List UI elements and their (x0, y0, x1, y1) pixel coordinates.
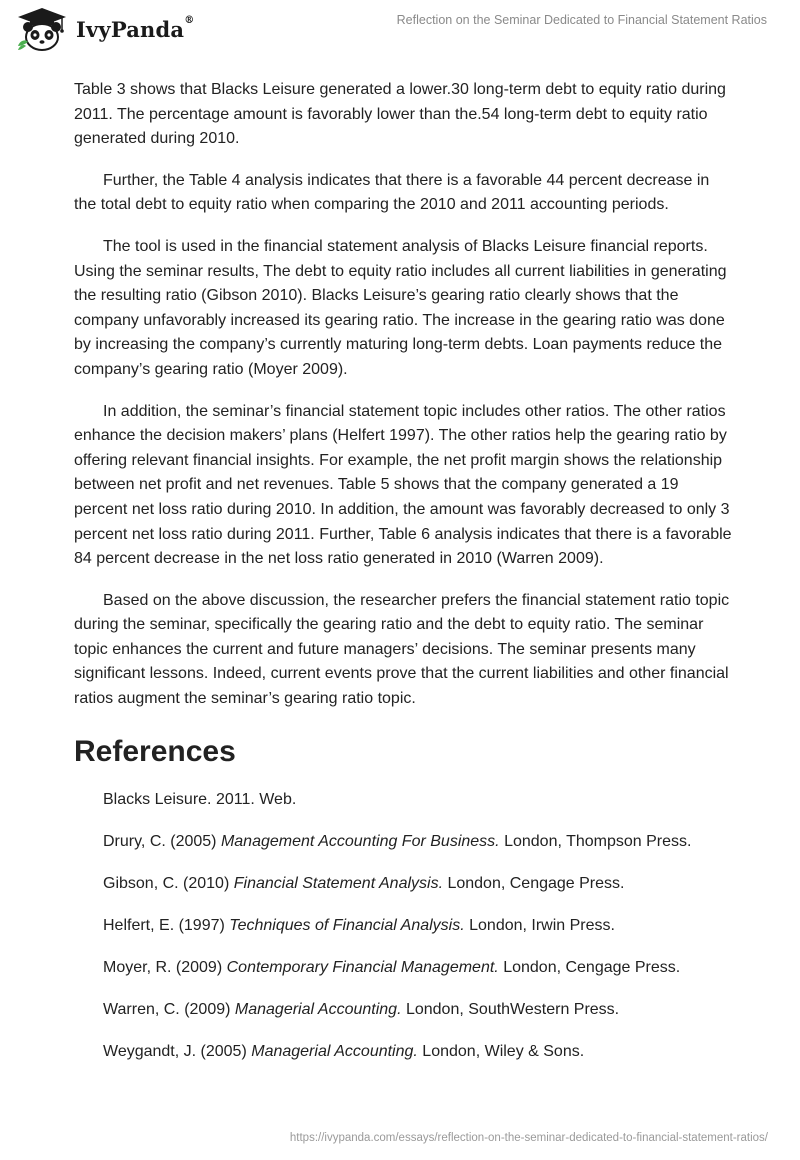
paragraph: Table 3 shows that Blacks Leisure generated a lower.30 long-term debt to equity ratio during 2011. The percentage amount is favorably lower than the.54 long-term debt to equity ratio generated during 2010. (74, 81, 726, 148)
reference-title: Techniques of Financial Analysis. (229, 916, 465, 934)
page-header (0, 0, 800, 62)
reference-title: Managerial Accounting. (251, 1042, 418, 1060)
reference-publisher: London, SouthWestern Press. (401, 1000, 620, 1018)
references-list (74, 788, 734, 1064)
reference-title: Financial Statement Analysis. (233, 874, 444, 892)
reference-author: Helfert, E. (1997) (103, 916, 230, 934)
references-heading: References (74, 734, 236, 768)
panda-graduate-icon (14, 6, 70, 52)
reference-title: Managerial Accounting. (234, 1000, 402, 1018)
reference-publisher: London, Wiley & Sons. (417, 1042, 585, 1060)
reference-author: Blacks Leisure. 2011. Web. (103, 790, 297, 808)
reference-publisher: London, Thompson Press. (499, 832, 692, 850)
reference-title: Management Accounting For Business. (220, 832, 500, 850)
paragraph: Based on the above discussion, the researcher prefers the financial statement ratio topic during the seminar, specifically the gearing ratio and the debt to equity ratio. The seminar topic enhances the current and future managers’ decisions. The seminar presents many significant lessons. Indeed, current events prove that the current liabilities and other financial ratios augment the seminar’s gearing ratio topic. (74, 591, 730, 708)
reference-item (103, 830, 734, 854)
reference-author: Weygandt, J. (2005) (103, 1042, 252, 1060)
reference-item (103, 956, 734, 980)
reference-title: Contemporary Financial Management. (226, 958, 499, 976)
paragraph: Further, the Table 4 analysis indicates that there is a favorable 44 percent decrease in the total debt to equity ratio when comparing the 2010 and 2011 accounting periods. (74, 171, 710, 214)
essay-body (74, 78, 734, 1082)
reference-author: Gibson, C. (2010) (103, 874, 234, 892)
reference-item (103, 788, 734, 812)
reference-publisher: London, Cengage Press. (443, 874, 625, 892)
reference-item (103, 1040, 734, 1064)
reference-item (103, 998, 734, 1022)
reference-item (103, 914, 734, 938)
reference-publisher: London, Irwin Press. (464, 916, 615, 934)
reference-author: Moyer, R. (2009) (103, 958, 227, 976)
document-title: Reflection on the Seminar Dedicated to Financial Statement Ratios (396, 13, 767, 27)
reference-author: Drury, C. (2005) (103, 832, 221, 850)
brand-name: IvyPanda® (76, 14, 195, 42)
paragraph: In addition, the seminar’s financial statement topic includes other ratios. The other ratios enhance the decision makers’ plans (Helfert 1997). The other ratios help the gearing ratio by offering relevant financial insights. For example, the net profit margin shows the relationship between net profit and net revenues. Table 5 shows that the company generated a 19 percent net loss ratio during 2010. In addition, the amount was favorably decreased to only 3 percent net loss ratio during 2011. Further, Table 6 analysis indicates that there is a favorable 84 percent decrease in the net loss ratio generated in 2010 (Warren 2009). (74, 402, 732, 568)
reference-publisher: London, Cengage Press. (498, 958, 681, 976)
reference-item (103, 872, 734, 896)
ivypanda-logo[interactable] (14, 6, 194, 52)
footer-url[interactable]: https://ivypanda.com/essays/reflection-on-the-seminar-dedicated-to-financial-statement-ratios/ (289, 1132, 768, 1144)
reference-author: Warren, C. (2009) (103, 1000, 235, 1018)
paragraph: The tool is used in the financial statement analysis of Blacks Leisure financial reports. Using the seminar results, The debt to equity ratio includes all current liabilities in generating the resulting ratio (Gibson 2010). Blacks Leisure’s gearing ratio clearly shows that the company unfavorably increased its gearing ratio. The increase in the gearing ratio was done by increasing the company’s currently maturing long-term debts. Loan payments reduce the company’s gearing ratio (Moyer 2009). (74, 237, 727, 378)
